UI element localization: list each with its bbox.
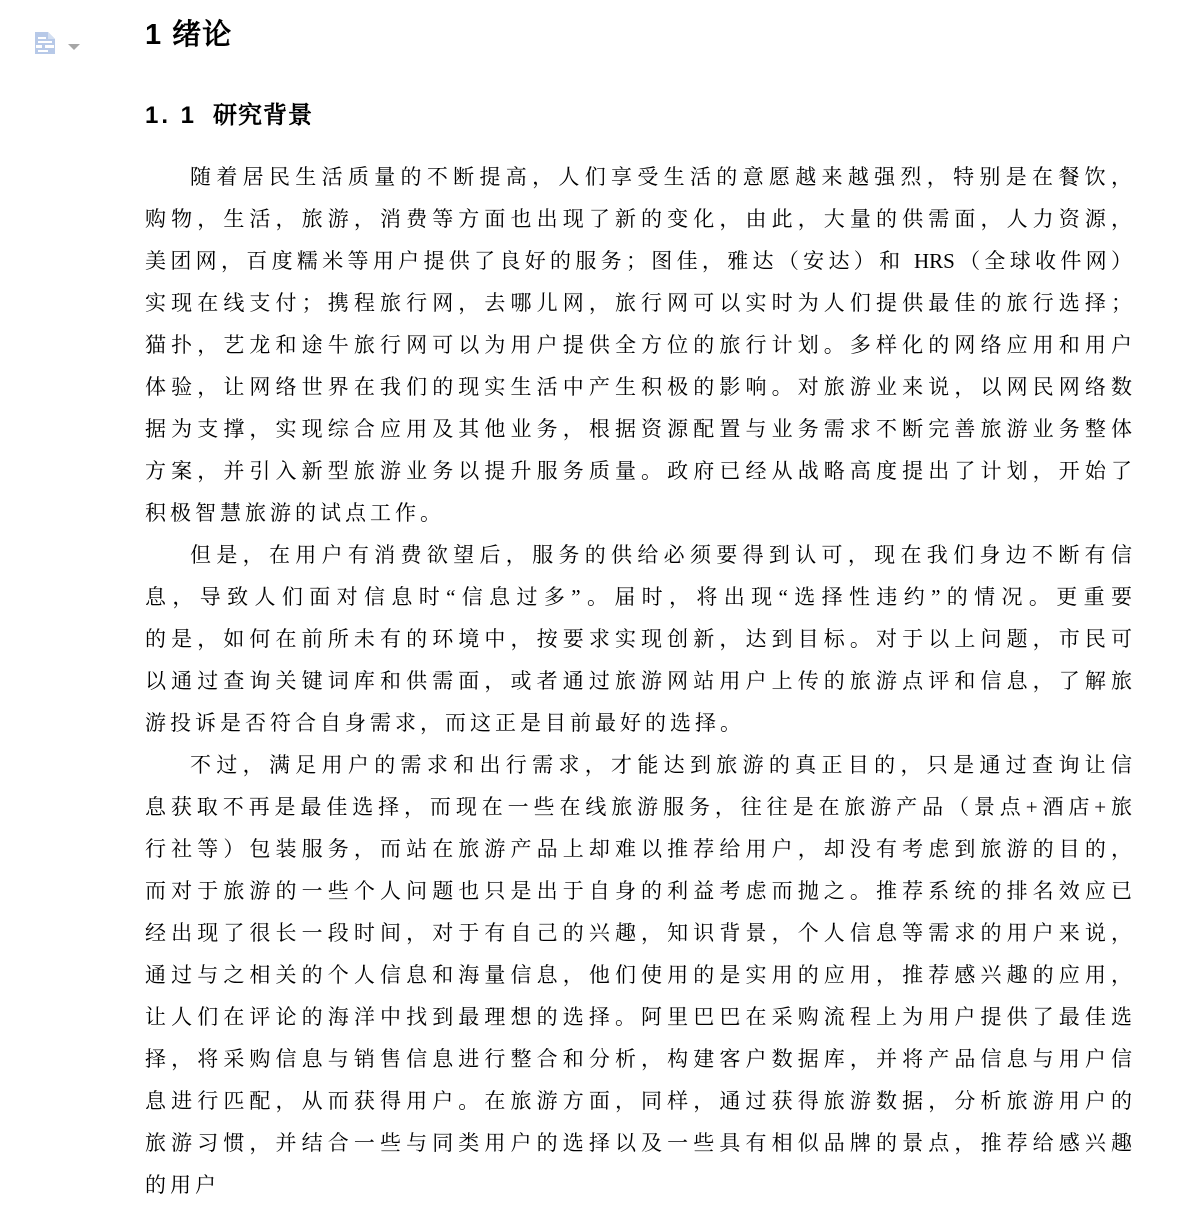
text-line: 购物，生活，旅游，消费等方面也出现了新的变化，由此，大量的供需面，人力资源，: [145, 207, 1132, 231]
chapter-title: [145, 17, 1132, 53]
text-line: 而对于旅游的一些个人问题也只是出于自身的利益考虑而抛之。推荐系统的排名效应已: [145, 879, 1132, 903]
chapter-number: 1: [145, 19, 163, 51]
text-line: 旅游习惯，并结合一些与同类用户的选择以及一些具有相似品牌的景点，推荐给感兴趣: [145, 1131, 1132, 1155]
text-line: 息获取不再是最佳选择，而现在一些在线旅游服务，往往是在旅游产品（景点+酒店+旅: [145, 795, 1132, 819]
text-line: 不过，满足用户的需求和出行需求，才能达到旅游的真正目的，只是通过查询让信: [190, 753, 1132, 777]
text-line: 以通过查询关键词库和供需面，或者通过旅游网站用户上传的旅游点评和信息，了解旅: [145, 669, 1132, 693]
section-number: 1. 1: [145, 102, 198, 129]
text-line: 体验，让网络世界在我们的现实生活中产生积极的影响。对旅游业来说，以网民网络数: [145, 375, 1132, 399]
text-line: 行社等）包装服务，而站在旅游产品上却难以推荐给用户，却没有考虑到旅游的目的，: [145, 837, 1132, 861]
text-line: 但是，在用户有消费欲望后，服务的供给必须要得到认可，现在我们身边不断有信: [190, 543, 1132, 567]
text-line: 随着居民生活质量的不断提高，人们享受生活的意愿越来越强烈，特别是在餐饮，: [190, 165, 1132, 189]
text-line: 息进行匹配，从而获得用户。在旅游方面，同样，通过获得旅游数据，分析旅游用户的: [145, 1089, 1132, 1113]
document-page: [145, 0, 1132, 1206]
section-title-text: 研究背景: [213, 102, 314, 129]
text-line: 经出现了很长一段时间，对于有自己的兴趣，知识背景，个人信息等需求的用户来说，: [145, 921, 1132, 945]
text-line: 择，将采购信息与销售信息进行整合和分析，构建客户数据库，并将产品信息与用户信: [145, 1047, 1132, 1071]
body-text: [145, 156, 1132, 1206]
section-title: [145, 100, 1132, 132]
document-format-icon[interactable]: [33, 30, 57, 61]
text-line: 息，导致人们面对信息时“信息过多”。届时，将出现“选择性违约”的情况。更重要: [145, 585, 1132, 609]
text-line: 游投诉是否符合自身需求，而这正是目前最好的选择。: [145, 711, 745, 735]
text-line: 通过与之相关的个人信息和海量信息，他们使用的是实用的应用，推荐感兴趣的应用，: [145, 963, 1132, 987]
document-format-icon-svg: [33, 30, 57, 56]
text-line: 美团网，百度糯米等用户提供了良好的服务；图佳，雅达（安达）和 HRS（全球收件网）: [145, 249, 1132, 273]
chapter-title-text: 绪论: [172, 19, 233, 51]
text-line: 实现在线支付；携程旅行网，去哪儿网，旅行网可以实时为人们提供最佳的旅行选择；: [145, 291, 1132, 315]
text-line: 积极智慧旅游的试点工作。: [145, 501, 445, 525]
text-line: 的用户: [145, 1173, 220, 1197]
text-line: 的是，如何在前所未有的环境中，按要求实现创新，达到目标。对于以上问题，市民可: [145, 627, 1132, 651]
text-line: 猫扑，艺龙和途牛旅行网可以为用户提供全方位的旅行计划。多样化的网络应用和用户: [145, 333, 1132, 357]
text-line: 让人们在评论的海洋中找到最理想的选择。阿里巴巴在采购流程上为用户提供了最佳选: [145, 1005, 1132, 1029]
format-widget[interactable]: [33, 30, 80, 61]
text-line: 据为支撑，实现综合应用及其他业务，根据资源配置与业务需求不断完善旅游业务整体: [145, 417, 1132, 441]
text-line: 方案，并引入新型旅游业务以提升服务质量。政府已经从战略高度提出了计划，开始了: [145, 459, 1132, 483]
chevron-down-icon[interactable]: [68, 44, 80, 50]
